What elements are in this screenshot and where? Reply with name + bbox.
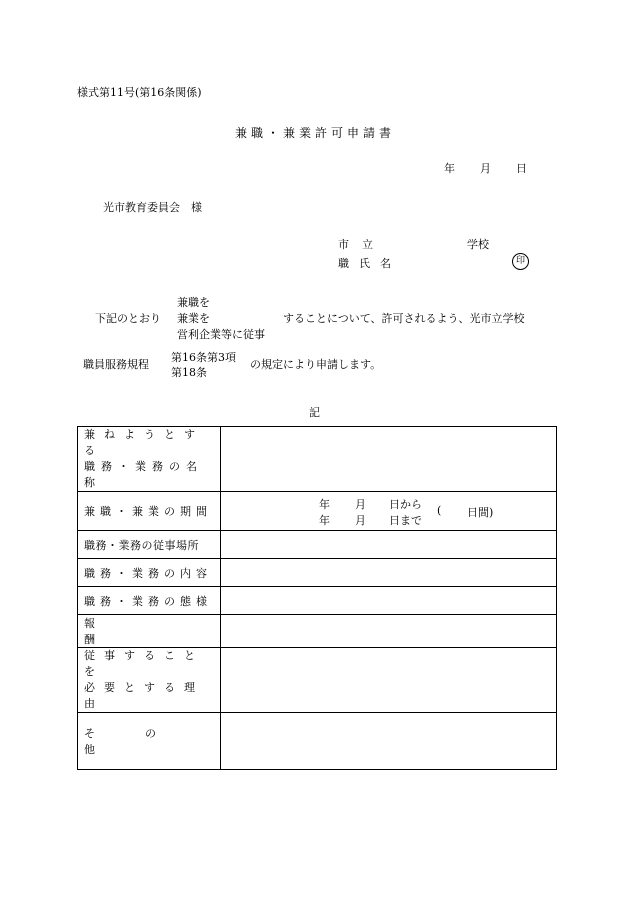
applicant-school-label: 学校	[467, 238, 489, 251]
date-year-label: 年	[444, 162, 455, 175]
body-intro: 下記のとおり	[95, 312, 161, 325]
label-cell	[78, 615, 221, 648]
table-row	[78, 587, 557, 615]
date-day-label: 日	[516, 162, 527, 175]
body-ending: の規定により申請します。	[250, 358, 382, 371]
table-row	[78, 492, 557, 531]
label-line: 報酬	[84, 617, 192, 646]
reason-input-cell[interactable]	[221, 648, 557, 713]
label-line: 職務・業務の名称	[84, 460, 203, 489]
option-kenshoku: 兼職を	[177, 296, 210, 309]
ki-heading: 記	[309, 406, 320, 419]
option-eiri: 営利企業等に従事	[177, 328, 265, 341]
content-input-cell[interactable]	[221, 559, 557, 587]
label-cell	[78, 587, 221, 615]
label-line: 職務・業務の内容	[84, 566, 212, 580]
body-continuation: することについて、許可されるよう、光市立学校	[283, 312, 525, 325]
seal-mark: 印	[512, 253, 529, 270]
applicant-ritsu-label: 立	[362, 238, 373, 251]
date-month-label: 月	[480, 162, 491, 175]
label-cell	[78, 713, 221, 770]
period-month-label: 月	[355, 498, 366, 511]
label-line: 兼職・兼業の期間	[84, 505, 212, 518]
table-row	[78, 427, 557, 492]
label-line: 職務・業務の態様	[84, 594, 212, 608]
other-input-cell[interactable]	[221, 713, 557, 770]
table-row	[78, 648, 557, 713]
label-line: 必要とする理由	[84, 681, 204, 710]
label-line: 従事することを	[84, 649, 204, 678]
applicant-name-label: 氏名	[359, 257, 401, 270]
table-row	[78, 615, 557, 648]
label-line: その他	[84, 727, 206, 756]
period-month-label: 月	[355, 514, 366, 527]
table-row	[78, 713, 557, 770]
label-cell	[78, 559, 221, 587]
place-input-cell[interactable]	[221, 531, 557, 559]
article-16-3: 第16条第3項	[171, 351, 236, 364]
regulation-name: 職員服務規程	[83, 358, 149, 371]
period-year-label: 年	[319, 498, 330, 511]
days-label: 日間)	[467, 506, 494, 519]
label-line: 職務・業務の従事場所	[84, 538, 199, 552]
article-18: 第18条	[171, 366, 207, 379]
label-cell	[78, 427, 221, 492]
option-kengyo: 兼業を	[177, 312, 210, 325]
days-paren-open: (	[437, 504, 442, 517]
applicant-city-label: 市	[338, 238, 349, 251]
period-to-label: 日まで	[389, 514, 422, 527]
table-row	[78, 531, 557, 559]
label-line: 兼ねようとする	[84, 428, 204, 457]
job-name-input-cell[interactable]	[221, 427, 557, 492]
document-title: 兼職・兼業許可申請書	[235, 126, 396, 140]
label-cell	[78, 531, 221, 559]
period-from-label: 日から	[389, 498, 422, 511]
addressee: 光市教育委員会 様	[103, 201, 202, 214]
applicant-shoku-label: 職	[338, 257, 349, 270]
period-input-cell[interactable]	[221, 492, 557, 531]
application-table	[77, 426, 557, 770]
label-cell	[78, 492, 221, 531]
table-row	[78, 559, 557, 587]
period-year-label: 年	[319, 514, 330, 527]
label-cell	[78, 648, 221, 713]
reward-input-cell[interactable]	[221, 615, 557, 648]
form-number: 様式第11号(第16条関係)	[77, 86, 202, 99]
mode-input-cell[interactable]	[221, 587, 557, 615]
